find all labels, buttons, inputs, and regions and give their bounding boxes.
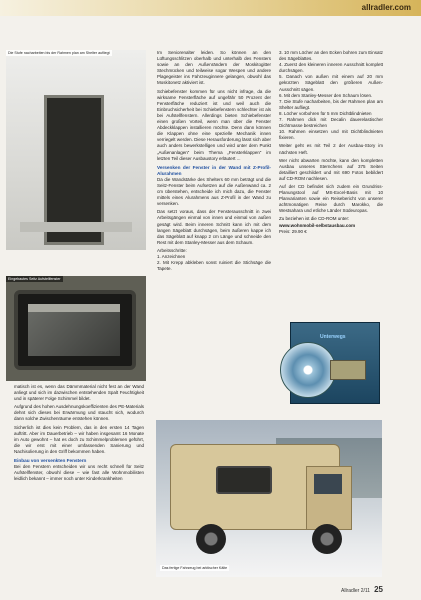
paragraph: Weiter geht es mit Teil 2 der Ausbau-Story im nächsten Heft. — [279, 143, 383, 155]
paragraph: Im Seniorenalter leiden. So können an den Lüftungsschlitzen oberhalb und unterhalb des Fensters sowie an den Außenrändern der Moskitogitter Stechmücken und teilweise sogar Wespen und andere Plagegeister ins Fahrzeuginnere gelangen, obwohl das Moskitonetz aktiviert ist. — [157, 50, 271, 86]
paragraph: Das setzt voraus, dass der Fensterausschnitt in zwei Arbeitsgängen einmal von innen und einmal von außen gesägt wird. Beim inneren Schnitt kann ich mit dem langen Sägeblatt durchsägen, beim äußeren kappe ich das Sägeblatt auf knapp 2 cm Länge und schneide den Rest mit dem Stanley-Messer aus dem Schaum. — [157, 209, 271, 245]
paragraph: 7. Die Stufe nacharbeiten, bis der Rahmen plan am Shelter aufliegt. — [279, 98, 383, 110]
paragraph: Aufgrund des hohen Ausdehnungskoeffizienten des PE-Materials dehnt sich dieses bei Erwärmung und staucht sich, wodurch dann solche Zwischenräume entstehen können. — [14, 404, 144, 422]
photo-installed-window — [6, 276, 146, 381]
paragraph: Da die Wandstärke des Shelters 60 mm beträgt und die Seitz-Fenster beim Aufsetzen auf die Außenwand ca. 2 cm überstehen, entscheide ich mich dazu, die Fenster mittels eines Alurahmens aus Z-Profil in der Wand zu versenken. — [157, 176, 271, 207]
header-bar — [0, 0, 421, 16]
window-blind — [28, 304, 120, 312]
paragraph: Schiebefenster kommen für uns nicht infrage, da die wirksame Fensterfläche auf ungefähr 50 Prozent der Fensterfläche reduziert ist und weil auch die Einbruchsicherheit bei Schiebefenstern schlechter ist als bei Aufstellfenstern. Allerdings bieten Schiebefenster einen großen Vorteil, wenn man über die Fenster Abdeckklappen installieren möchte. Denn dann können die Klappen ohne eine spezielle Mechanik innen verriegelt werden. Diese Herausforderung lässt sich aber auch anders bewerkstelligen und wird unter dem Punkt „Außenanlagen“ beim Thema „Fensterklappen“ im letzten Teil dieser Ausbaustory erläutert ... — [157, 88, 271, 161]
photo-caption: Eingebautes Seitz Aufstellfenster — [8, 277, 61, 281]
paragraph: Arbeitsschritte: — [157, 247, 187, 253]
paragraph: matisch ist es, wenn das Dämmmaterial nicht fest an der Wand anliegt und sich im dazwischen entstehenden Spalt Feuchtigkeit und in späterer Folge Schimmel bildet. — [14, 384, 144, 402]
photo-camper-truck — [156, 420, 382, 577]
issue-label: Allradler 2/11 — [341, 588, 371, 594]
paragraph: 7. Rahmen dick mit Decalin dauerelastischer Dichtmasse bestreichen — [279, 117, 383, 129]
section-heading: Versenken der Fenster in der Wand mit Z-Profil-Alurahmen — [157, 164, 271, 176]
paragraph: 1. Anzeichnen — [157, 254, 186, 259]
cd-title: Unterwegs — [320, 334, 346, 340]
photo-cd-rom — [278, 312, 382, 407]
cab-window — [314, 474, 342, 494]
paragraph: Bei den Fenstern entscheiden wir uns recht schnell für Seitz Aufstellfenster, obwohl diese – wie fast alle Wohnmobilisten leidlich bekannt – immer noch unter Kinderkrankheiten — [14, 464, 144, 482]
text-column-middle — [157, 50, 271, 405]
paragraph: 3. 10 mm Löcher an den Ecken bohren zum Einsatz des Sägeblattes. — [279, 50, 383, 62]
cd-disc — [280, 342, 336, 398]
photo-interior-wall — [6, 50, 146, 250]
text-column-right — [279, 50, 383, 308]
wheel-rear — [196, 524, 226, 554]
paragraph: 6. Mit dem Stanley-Messer den Schaum lösen. — [279, 92, 373, 98]
brand-url[interactable]: allradler.com — [361, 3, 411, 12]
paragraph[interactable]: www.wohnmobil-selbstausbau.com — [279, 222, 356, 228]
paragraph: Sicherlich ist dies kein Problem, das in den ersten 14 Tagen auftritt. Aber im Dauerbetrieb – wir haben insgesamt 16 Monate im Auto gewohnt – hat es doch zu Schimmelproblemen geführt, die wir erst mit einer umfassenden Sanierung und Nachisolierung in den Griff bekommen haben. — [14, 424, 144, 454]
paragraph: Wer nicht abwarten möchte, kann den kompletten Ausbau unseres Sternchens auf 375 Seiten detailliert geschildert und mit 690 Fotos bebildert auf CD-ROM nachlesen. — [279, 157, 383, 181]
section-heading: Einbau von versenkten Fenstern — [14, 458, 87, 464]
text-column-left — [14, 384, 144, 579]
page-number: 25 — [374, 585, 383, 594]
paragraph: 10. Rahmen einsetzen und mit Dichtblindnieten fixieren. — [279, 129, 383, 141]
cd-cover-vehicle — [330, 360, 366, 380]
paragraph: 4. Zuerst den kleineren inneren Ausschnitt komplett durchsägen. — [279, 62, 383, 74]
paragraph: 5. Danach von außen mit einem auf 20 mm gekürzten Sägeblatt den größeren Außen-Ausschnitt sägen. — [279, 74, 383, 92]
camper-window — [216, 466, 272, 494]
paragraph: Preis: 29.90 € — [279, 228, 307, 234]
photo-caption: Die Stufe nacharbeiten bis der Rahmen plan am Shelter aufliegt — [8, 51, 110, 55]
window-sill — [20, 222, 132, 232]
photo-caption: Das fertige Fahrzeug bei arktischer Kälte — [162, 566, 228, 570]
paragraph: 2. Mit Krepp abkleben sonst ruiniert die Stichsäge die Tapete. — [157, 260, 271, 272]
paragraph: Zu beziehen ist die CD-ROM unter: — [279, 216, 350, 222]
paragraph: Auf der CD befindet sich zudem ein Grundriss-Planungstool auf MS-Excel-Basis mit 10 Planvarianten sowie ein Reisebericht von unserer achtmonatigen Reise durch Marokko, die Westsahara und etliche Länder Südeuropas. — [279, 183, 383, 214]
page-footer — [341, 585, 383, 594]
wheel-front — [312, 524, 342, 554]
paragraph: 8. Löcher vorbohren für 5 mm Dichtblindnieten — [279, 110, 372, 116]
